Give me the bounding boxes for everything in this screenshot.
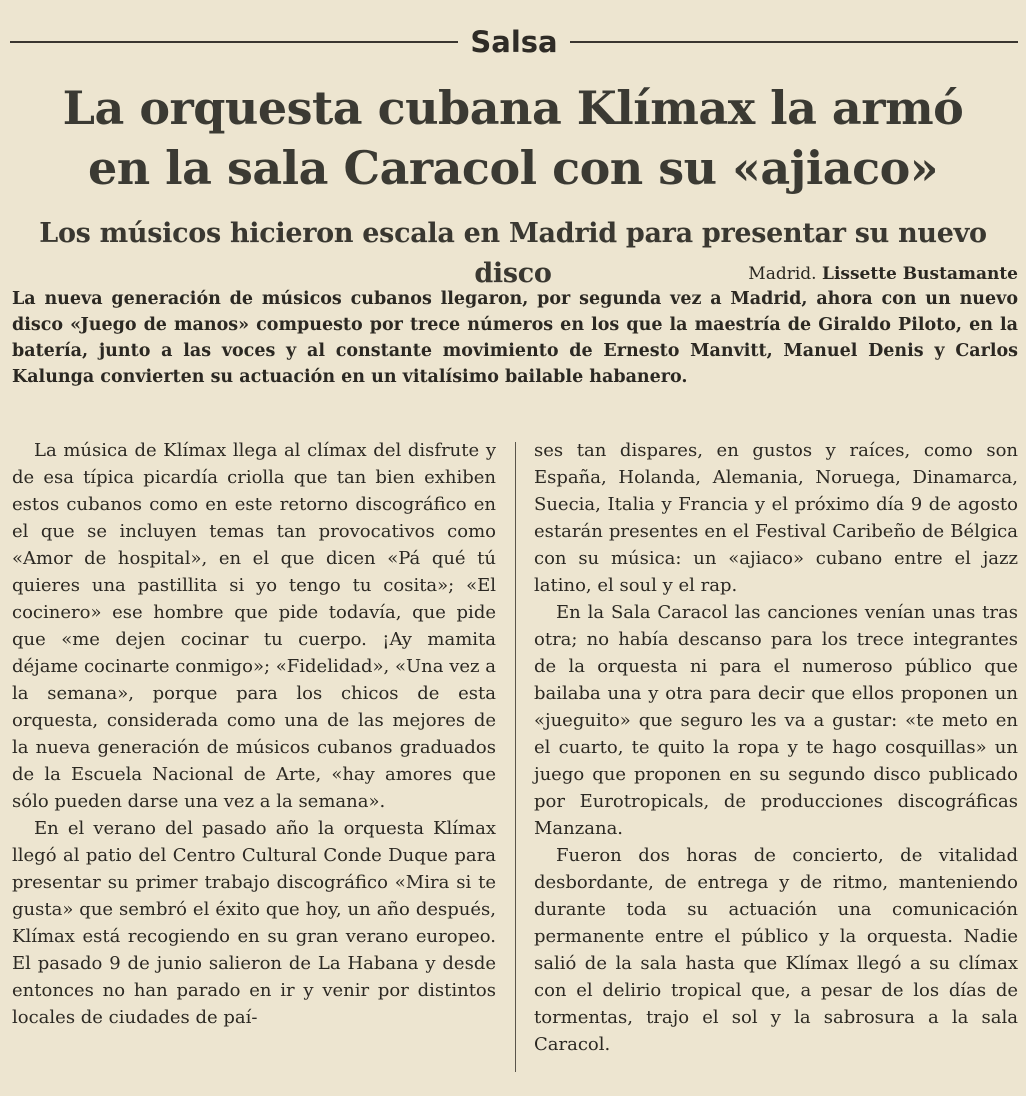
section-kicker: Salsa [470, 25, 558, 59]
body-paragraph: Fueron dos horas de concierto, de vitalidad desbordante, de entrega y de ritmo, manteniendo durante toda su actuación una comunicación permanente entre el público y la orquesta. Nadie salió de la sala hasta que Klímax llegó a su clímax con el delirio tropical que, a pesar de los días de tormentas, trajo el sol y la sabrosura a la sala Caracol. [534, 845, 1018, 1055]
section-rule-left [10, 41, 458, 43]
body-paragraph-continued: ses tan dispares, en gustos y raíces, como son España, Holanda, Alemania, Noruega, Dinamarca, Suecia, Italia y Francia y el próximo día 9 de agosto estarán presentes en el Festival Caribeño de Bélgica con su música: un «ajiaco» cubano entre el jazz latino, el soul y el rap. [534, 440, 1018, 596]
body-paragraph: En el verano del pasado año la orquesta Klímax llegó al patio del Centro Cultural Conde Duque para presentar su primer trabajo discográfico «Mira si te gusta» que sembró el éxito que hoy, un año después, Klímax está recogiendo en su gran verano europeo. El pasado 9 de junio salieron de La Habana y desde entonces no han parado en ir y venir por distintos locales de ciudades de paí- [12, 818, 496, 1028]
body-paragraph: En la Sala Caracol las canciones venían unas tras otra; no había descanso para los trece integrantes de la orquesta ni para el numeroso público que bailaba una y otra para decir que ellos proponen un «jueguito» que seguro les va a gustar: «te meto en el cuarto, te quito la ropa y te hago cosquillas» un juego que proponen en su segundo disco publicado por Eurotropicals, de producciones discográficas Manzana. [534, 602, 1018, 839]
section-header [10, 22, 1018, 62]
lead-paragraph: La nueva generación de músicos cubanos llegaron, por segunda vez a Madrid, ahora con un nuevo disco «Juego de manos» compuesto por trece números en los que la maestría de Giraldo Piloto, en la batería, junto a las voces y al constante movimiento de Ernesto Manvitt, Manuel Denis y Carlos Kalunga convierten su actuación en un vitalísimo bailable habanero. [12, 289, 1018, 387]
subheadline: Los músicos hicieron escala en Madrid para presentar su nuevo disco [39, 218, 987, 289]
byline [748, 262, 1018, 286]
headline [0, 78, 1026, 198]
headline-line-2: en la sala Caracol con su «ajiaco» [87, 141, 939, 195]
section-rule-right [570, 41, 1018, 43]
author-name: Lissette Bustamante [821, 264, 1018, 284]
body-paragraph: La música de Klímax llega al clímax del disfrute y de esa típica picardía criolla que tan bien exhiben estos cubanos como en este retorno discográfico en el que se incluyen temas tan provocativos como «Amor de hospital», en el que dicen «Pá qué tú quieres una pastillita si yo tengo tu cosita»; «El cocinero» ese hombre que pide todavía, que pide que «me dejen cocinar tu cuerpo. ¡Ay mamita déjame cocinarte conmigo»; «Fidelidad», «Una vez a la semana», porque para los chicos de esta orquesta, considerada como una de las mejores de la nueva generación de músicos cubanos graduados de la Escuela Nacional de Arte, «hay amores que sólo pueden darse una vez a la semana». [12, 440, 496, 812]
headline-line-1: La orquesta cubana Klímax la armó [62, 81, 964, 135]
body-column-right [534, 437, 1018, 1058]
dateline: Madrid. [748, 264, 817, 284]
column-divider [515, 442, 516, 1072]
body-column-left [12, 437, 496, 1031]
